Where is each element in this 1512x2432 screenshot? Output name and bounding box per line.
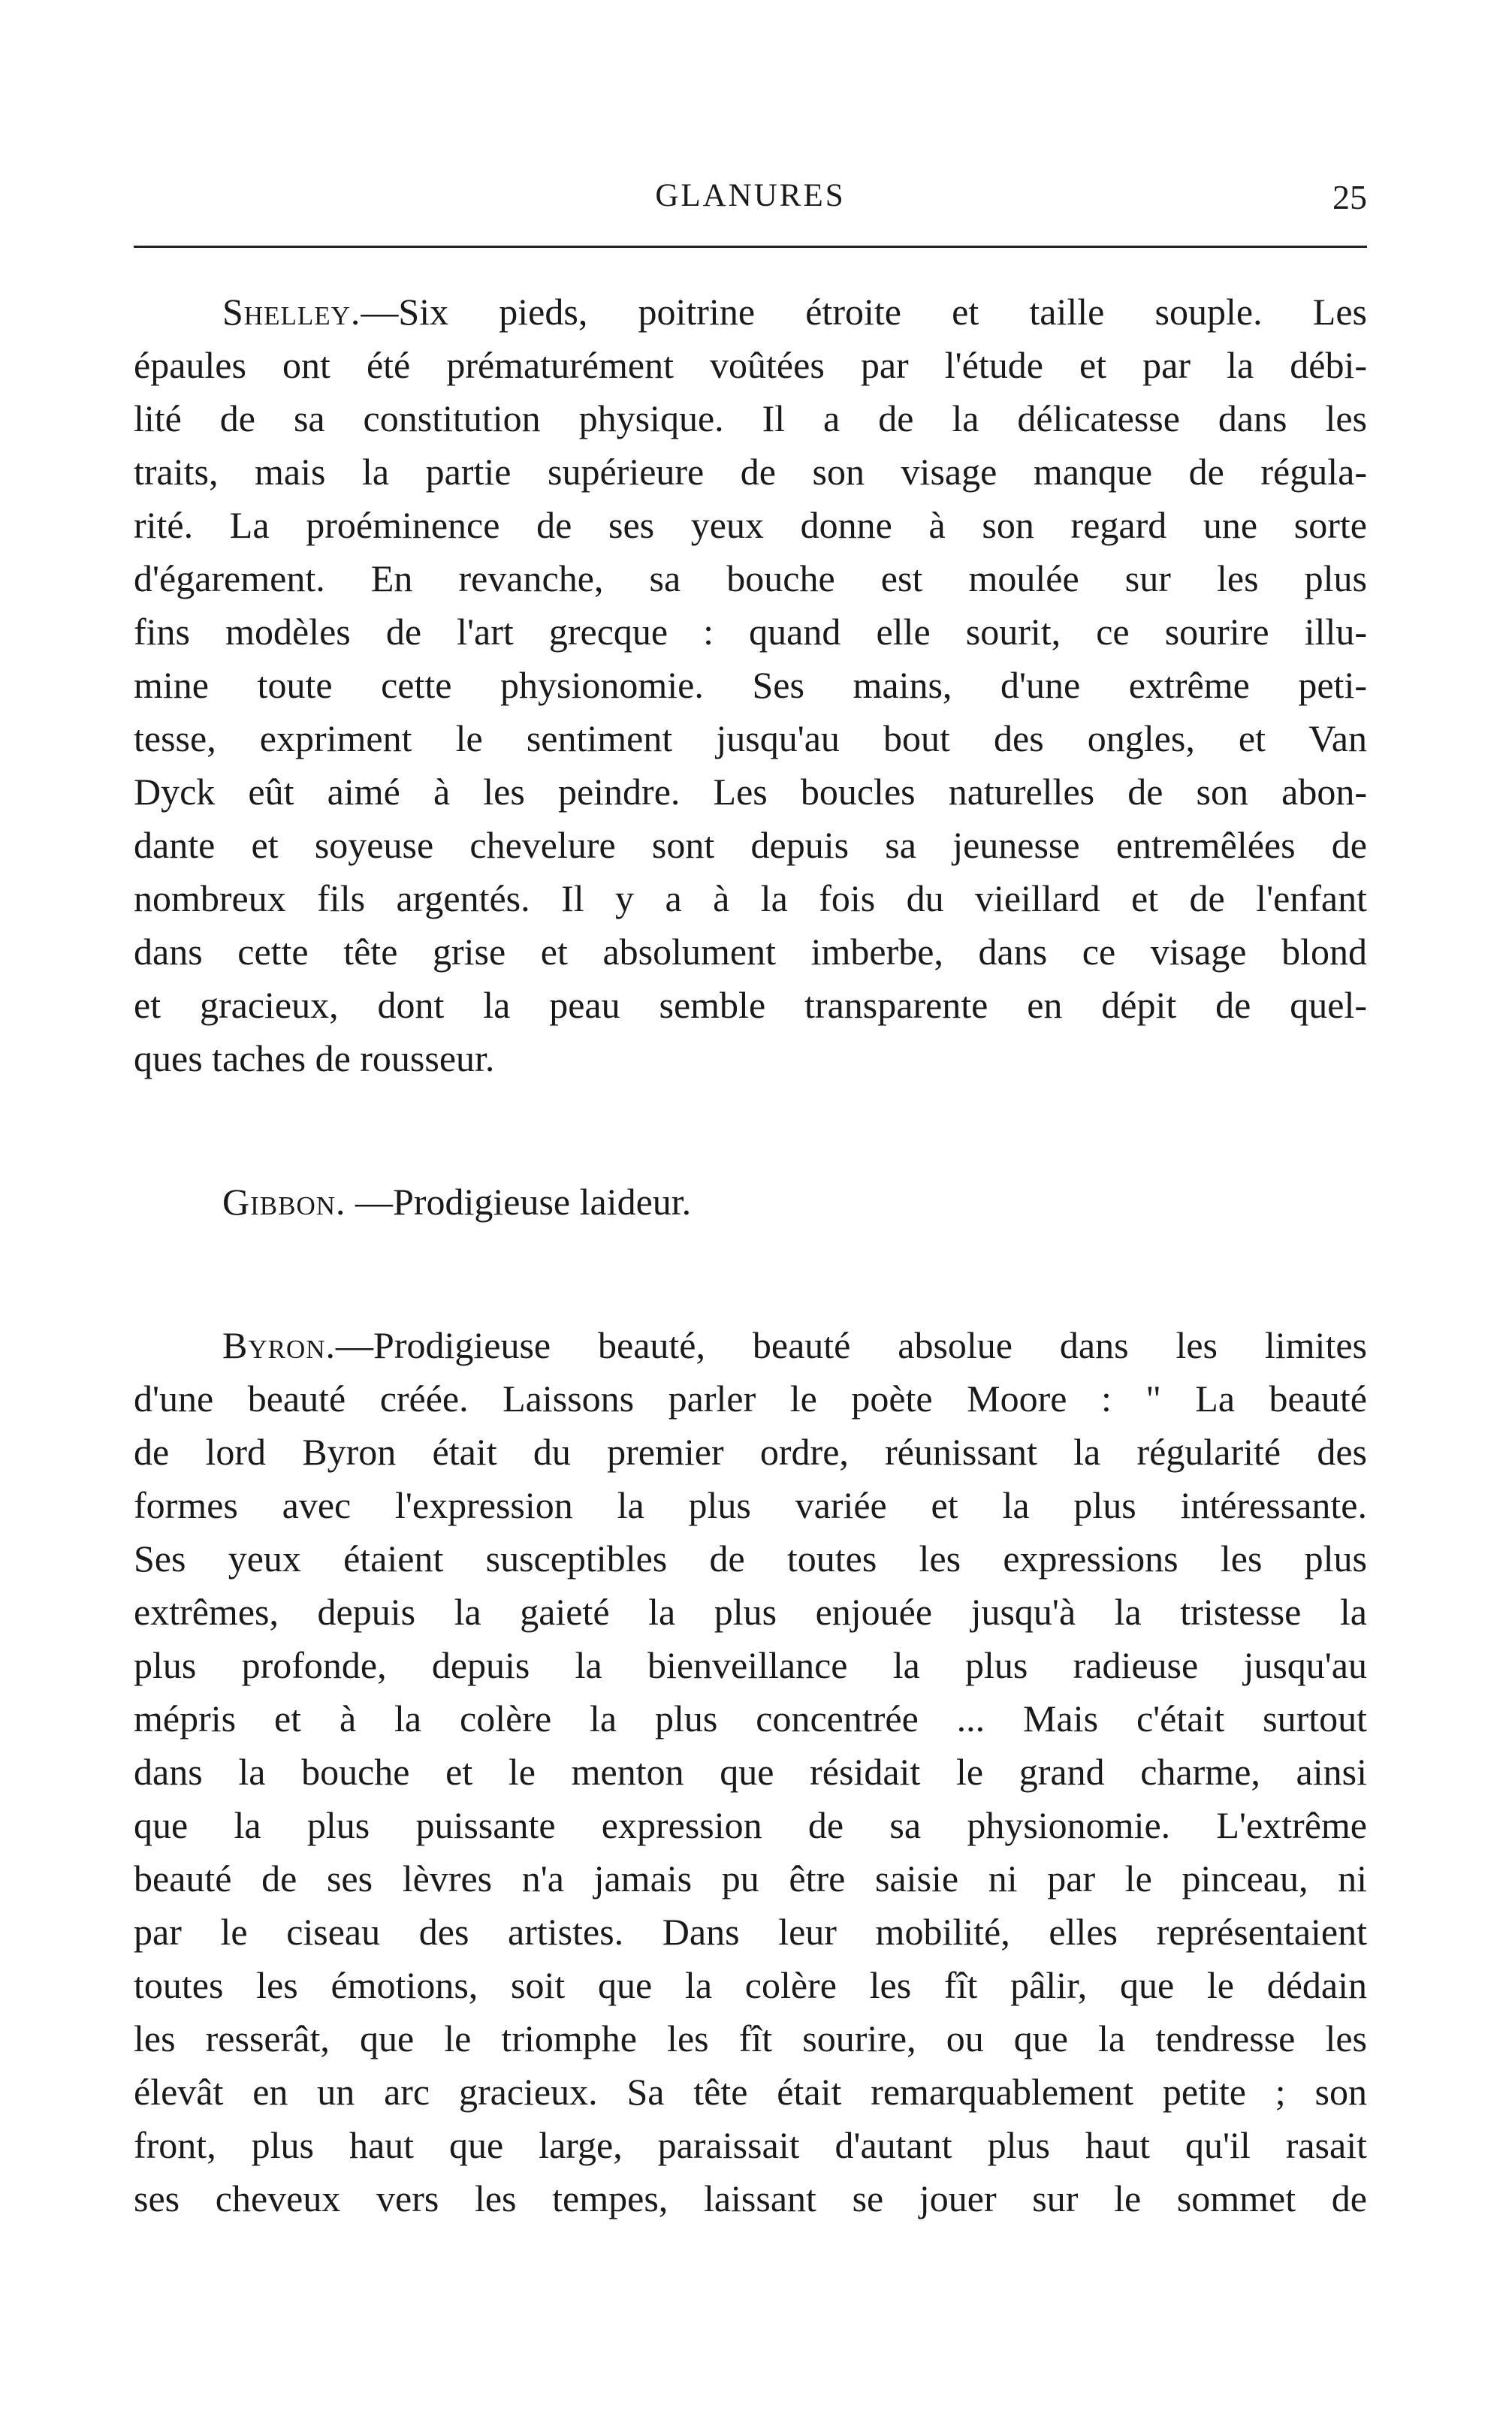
- entry-name: Shelley.: [222, 291, 361, 333]
- text-line: dans la bouche et le menton que résidait le grand charme, ainsi: [134, 1751, 1367, 1793]
- text-line: front, plus haut que large, paraissait d'autant plus haut qu'il rasait: [134, 2124, 1367, 2166]
- page-number: 25: [1332, 178, 1367, 216]
- entry-name: Byron.: [222, 1324, 337, 1366]
- text-line: extrêmes, depuis la gaieté la plus enjouée jusqu'à la tristesse la: [134, 1591, 1367, 1633]
- text-line: de lord Byron était du premier ordre, réunissant la régularité des: [134, 1431, 1367, 1473]
- paragraph-byron: [134, 1319, 1367, 2225]
- text-line: traits, mais la partie supérieure de son visage manque de régula-: [134, 451, 1367, 493]
- text-line: formes avec l'expression la plus variée et la plus intéressante.: [134, 1484, 1367, 1526]
- text-line: mine toute cette physionomie. Ses mains, d'une extrême peti-: [134, 664, 1367, 706]
- header-rule: [134, 246, 1367, 248]
- text-line: Dyck eût aimé à les peindre. Les boucles naturelles de son abon-: [134, 771, 1367, 813]
- text-line: beauté de ses lèvres n'a jamais pu être saisie ni par le pinceau, ni: [134, 1857, 1367, 1899]
- text-line: Byron.—Prodigieuse beauté, beauté absolue dans les limites: [222, 1324, 1367, 1366]
- text-line: toutes les émotions, soit que la colère les fît pâlir, que le dédain: [134, 1964, 1367, 2006]
- text-line: mépris et à la colère la plus concentrée ... Mais c'était surtout: [134, 1697, 1367, 1740]
- running-title: GLANURES: [655, 178, 846, 213]
- text-line: nombreux fils argentés. Il y a à la fois du vieillard et de l'enfant: [134, 877, 1367, 919]
- text-line: élevât en un arc gracieux. Sa tête était remarquablement petite ; son: [134, 2071, 1367, 2113]
- text-line: Ses yeux étaient susceptibles de toutes les expressions les plus: [134, 1537, 1367, 1580]
- text-line: dante et soyeuse chevelure sont depuis sa jeunesse entremêlées de: [134, 824, 1367, 866]
- text-line: ques taches de rousseur.: [134, 1037, 495, 1079]
- text-line: et gracieux, dont la peau semble transparente en dépit de quel-: [134, 984, 1367, 1026]
- paragraph-gibbon: [134, 1175, 1367, 1229]
- text-line: rité. La proéminence de ses yeux donne à son regard une sorte: [134, 504, 1367, 546]
- text-line: les resserât, que le triomphe les fît sourire, ou que la tendresse les: [134, 2017, 1367, 2059]
- text-line: que la plus puissante expression de sa physionomie. L'extrême: [134, 1804, 1367, 1846]
- running-head: [134, 177, 1367, 230]
- text-line: fins modèles de l'art grecque : quand elle sourit, ce sourire illu-: [134, 611, 1367, 653]
- entry-name: Gibbon.: [222, 1181, 346, 1223]
- text-line: par le ciseau des artistes. Dans leur mobilité, elles représentaient: [134, 1911, 1367, 1953]
- paragraph-shelley: [134, 285, 1367, 1085]
- text-line: lité de sa constitution physique. Il a de la délicatesse dans les: [134, 397, 1367, 439]
- body-text: [134, 285, 1367, 2225]
- text-line: d'une beauté créée. Laissons parler le poète Moore : " La beauté: [134, 1377, 1367, 1420]
- text-line: d'égarement. En revanche, sa bouche est moulée sur les plus: [134, 557, 1367, 599]
- text-line: ses cheveux vers les tempes, laissant se jouer sur le sommet de: [134, 2177, 1367, 2219]
- text-line: tesse, expriment le sentiment jusqu'au bout des ongles, et Van: [134, 717, 1367, 759]
- text-line: épaules ont été prématurément voûtées par l'étude et par la débi-: [134, 344, 1367, 386]
- text-line: dans cette tête grise et absolument imberbe, dans ce visage blond: [134, 931, 1367, 973]
- text-line: Gibbon. —Prodigieuse laideur.: [222, 1181, 692, 1223]
- text-line: Shelley.—Six pieds, poitrine étroite et taille souple. Les: [222, 291, 1367, 333]
- text-line: plus profonde, depuis la bienveillance la plus radieuse jusqu'au: [134, 1644, 1367, 1686]
